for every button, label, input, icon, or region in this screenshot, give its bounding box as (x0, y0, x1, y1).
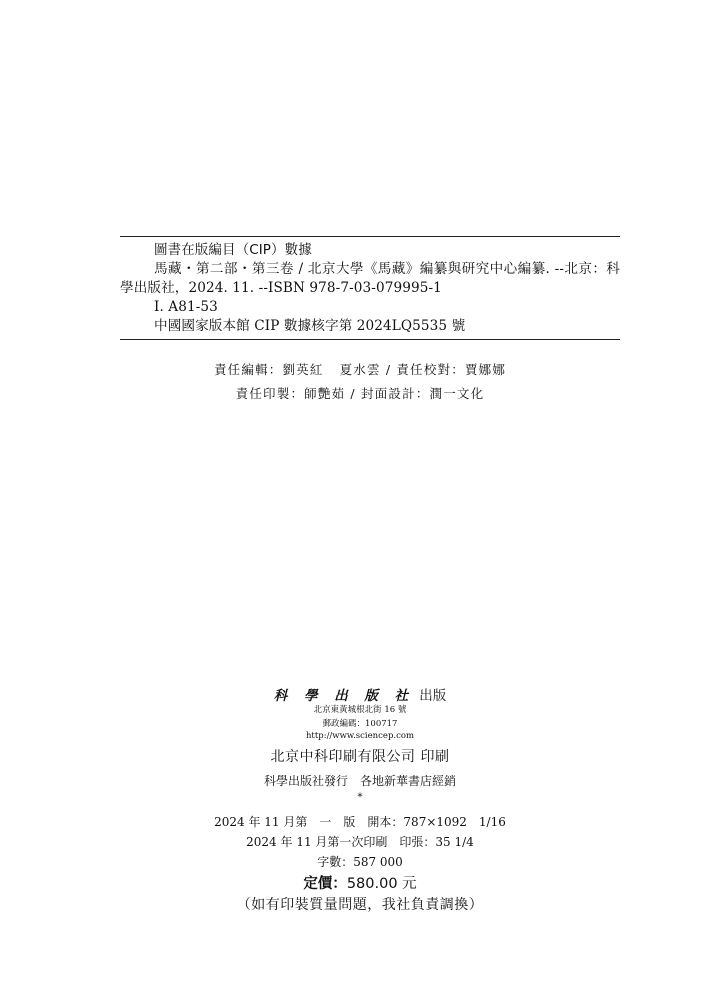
price-line (0, 872, 720, 893)
format-fold: 1/16 (478, 815, 506, 829)
publisher-website: http://www.sciencep.com (305, 731, 415, 741)
proofreader: 夏水雲 / 責任校對：賈娜娜 (339, 362, 507, 377)
edition-suffix: 版 (343, 815, 356, 829)
cip-bibliographic-entry: 馬藏・第二部・第三卷 / 北京大學《馬藏》編纂與研究中心編纂. --北京：科學出版社，2024. 11. --ISBN 978-7-03-079995-1 (120, 261, 620, 296)
separator-star: * (357, 792, 363, 803)
publisher-line (0, 684, 720, 704)
printed-sheets: 印張：35 1/4 (399, 835, 474, 849)
printing-line (0, 833, 720, 850)
retailer: 各地新華書店經銷 (360, 774, 457, 788)
staff-line-production: 責任印製：師艷茹 / 封面設計：潤一文化 (235, 386, 485, 401)
printer-line: 北京中科印刷有限公司 印刷 (270, 749, 450, 765)
publisher-suffix: 出版 (419, 688, 447, 704)
cip-classification: Ⅰ. A81-53 (154, 299, 218, 315)
cip-data-block (120, 236, 620, 340)
edition-date: 2024 年 11 月第 (214, 815, 308, 829)
format-size: 開本：787×1092 (367, 815, 467, 829)
cip-heading: 圖書在版編目（CIP）數據 (154, 242, 312, 258)
word-count: 字數：587 000 (317, 855, 403, 869)
publisher-name: 科 學 出 版 社 (273, 688, 415, 704)
cip-record-number: 中國國家版本館 CIP 數據核字第 2024LQ5535 號 (154, 318, 466, 334)
quality-note: （如有印裝質量問題，我社負責調換） (236, 897, 484, 913)
edition-line (0, 813, 720, 830)
price-value: 580.00 元 (346, 876, 417, 892)
publisher-postcode: 郵政編碼：100717 (322, 719, 398, 729)
staff-line-editors (0, 360, 720, 378)
distribution-line (0, 772, 720, 789)
price-label: 定價： (303, 876, 347, 892)
publisher-address: 北京東黃城根北街 16 號 (313, 705, 407, 715)
edition-number: 一 (319, 815, 332, 829)
responsible-editor: 責任編輯：劉英紅 (213, 362, 324, 377)
distributor: 科學出版社發行 (263, 774, 348, 788)
printing-date: 2024 年 11 月第一次印刷 (246, 835, 388, 849)
